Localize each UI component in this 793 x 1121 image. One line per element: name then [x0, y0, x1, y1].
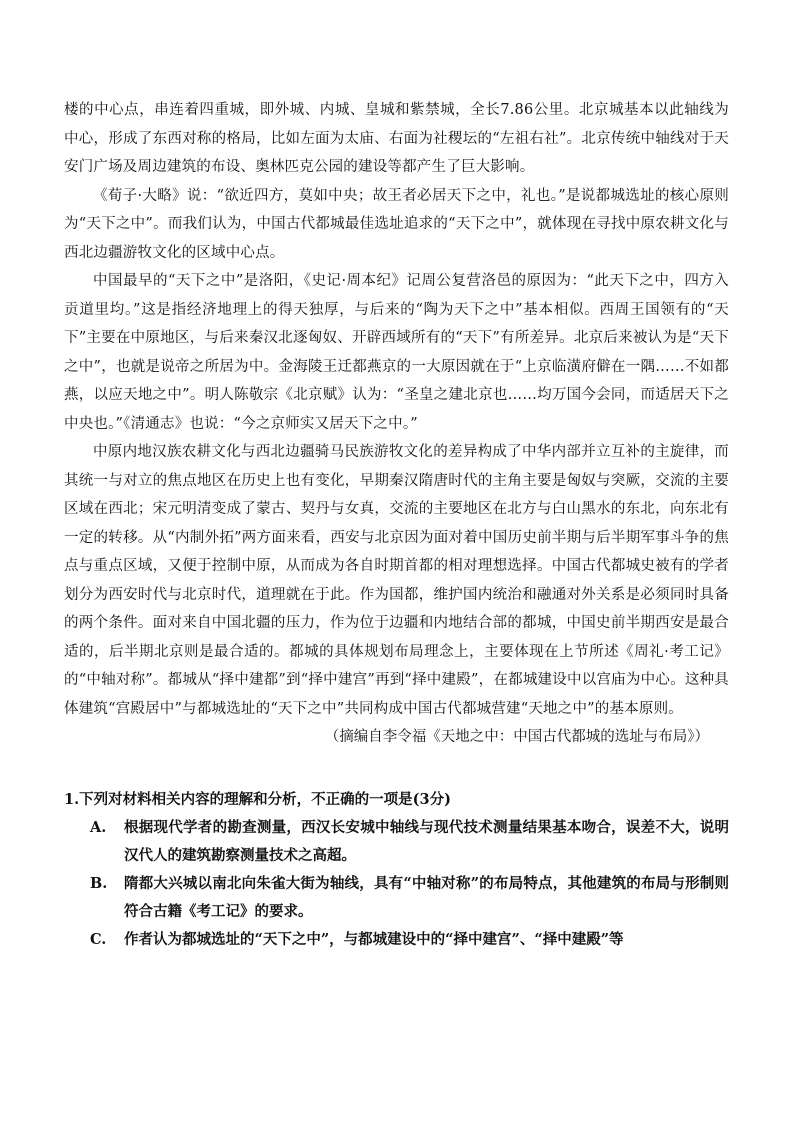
option-letter: C. — [90, 930, 107, 948]
article-paragraph-1: 楼的中心点，串连着四重城，即外城、内城、皇城和紫禁城，全长7.86公里。北京城基本以此轴线为中心，形成了东西对称的格局，比如左面为太庙、右面为社稷坛的“左祖右社”。北京传统中轴线对于天安门广场及周边建筑的布设、奥林匹克公园的建设等都产生了巨大影响。 — [64, 102, 729, 175]
article-paragraph-2: 《荀子·大略》说：“欲近四方，莫如中央；故王者必居天下之中，礼也。”是说都城选址的核心原则为“天下之中”。而我们认为，中国古代都城最佳选址追求的“天下之中”，就体现在寻找中原农耕文化与西北边疆游牧文化的区域中心点。 — [64, 187, 729, 261]
article-paragraph-3: 中国最早的“天下之中”是洛阳，《史记·周本纪》记周公复营洛邑的原因为：“此天下之中，四方入贡道里均。”这是指经济地理上的得天独厚，与后来的“陶为天下之中”基本相似。西周王国领有的“天下”主要在中原地区，与后来秦汉北逐匈奴、开辟西域所有的“天下”有所差异。北京后来被认为是“天下之中”，也就是说帝之所居为中。金海陵王迁都燕京的一大原因就在于“上京临潢府僻在一隅……不如都燕，以应天地之中”。明人陈敬宗《北京赋》认为：“圣皇之建北京也……均万国今会同，而适居天下之中央也。”《清通志》也说：“今之京师实又居天下之中。” — [64, 273, 729, 432]
question-stem: 1.下列对材料相关内容的理解和分析，不正确的一项是(3分) — [64, 790, 451, 808]
article-paragraph-4: 中原内地汉族农耕文化与西北边疆骑马民族游牧文化的差异构成了中华内部并立互补的主旋律，而其统一与对立的焦点地区在历史上也有变化，早期秦汉隋唐时代的主角主要是匈奴与突厥，交流的主要区域在西北；宋元明清变成了蒙古、契丹与女真，交流的主要地区在北方与白山黑水的东北，向东北有一定的转移。从“内制外拓”两方面来看，西安与北京因为面对着中国历史前半期与后半期军事斗争的焦点与重点区域，又便于控制中原，从而成为各自时期首都的相对理想选择。中国古代都城史被有的学者划分为西安时代与北京时代，道理就在于此。作为国都，维护国内统治和融通对外关系是必须同时具备的两个条件。面对来自中国北疆的压力，作为位于边疆和内地结合部的都城，中国史前半期西安是最合适的，后半期北京则是最合适的。都城的具体规划布局理念上，主要体现在上节所述《周礼·考工记》的“中轴对称”。都城从“择中建都”到“择中建宫”再到“择中建殿”，在都城建设中以宫庙为中心。这种具体建筑“宫殿居中”与都城选址的“天下之中”共同构成中国古代都城营建“天地之中”的基本原则。 — [64, 444, 729, 717]
option-letter: A. — [90, 818, 107, 836]
option-text: 作者认为都城选址的“天下之中”，与都城建设中的“择中建宫”、“择中建殿”等 — [124, 930, 624, 948]
option-text: 根据现代学者的勘查测量，西汉长安城中轴线与现代技术测量结果基本吻合，误差不大，说明汉代人的建筑勘察测量技术之高超。 — [124, 818, 729, 864]
option-c — [90, 926, 729, 954]
option-b — [90, 870, 729, 926]
question-1 — [64, 786, 729, 954]
article-source: （摘编自李令福《天地之中：中国古代都城的选址与布局》） — [324, 729, 709, 745]
option-text: 隋都大兴城以南北向朱雀大街为轴线，具有“中轴对称”的布局特点，其他建筑的布局与形制则符合古籍《考工记》的要求。 — [124, 874, 729, 920]
option-letter: B. — [90, 874, 108, 892]
article-body — [64, 96, 729, 752]
option-a — [90, 814, 729, 870]
